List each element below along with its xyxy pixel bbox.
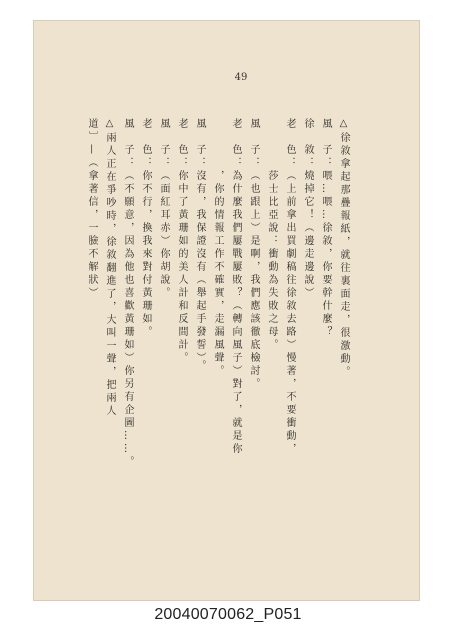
- script-line: △兩人正在爭吵時，徐敘翻進了，大叫一聲，把兩人: [104, 118, 115, 418]
- page-number: 49: [234, 72, 248, 83]
- script-line: 道〕—（拿著信，一臉不解狀）: [86, 118, 97, 300]
- script-line: △徐敘拿起那疊報紙，就往裏面走，很激動。: [338, 118, 349, 379]
- script-line: 徐 敘：燒掉它！（邊走邊說）: [302, 118, 313, 300]
- script-line: 莎士比亞說：衝動為失敗之母。: [266, 118, 277, 352]
- script-line: 老 色：（上前拿出買劇稿往徐敘去路）慢著，不要衝動，: [284, 118, 295, 456]
- script-line: 風 子：沒有，我保證沒有（舉起手發誓）。: [194, 118, 205, 373]
- script-line: 老 色：你不行，換我來對付黃珊如。: [140, 118, 151, 339]
- script-line: 風 子：（不願意，因為他也喜歡黃珊如）你另有企圖……。: [122, 118, 133, 469]
- script-line: 風 子：（面紅耳赤）你胡說。: [158, 118, 169, 300]
- image-caption: 20040070062_P051: [154, 606, 302, 623]
- script-line: 老 色：你中了黃珊如的美人計和反間計。: [176, 118, 187, 365]
- script-line: 風 子：（也跟上）是啊，我們應該徹底檢討。: [248, 118, 259, 391]
- script-line: 老 色：為什麼我們屢戰屢敗？（轉向風子）對了，就是你: [230, 118, 241, 456]
- script-line: ，你的情報工作不確實，走漏風聲。: [212, 118, 223, 378]
- script-page: [33, 20, 420, 601]
- script-line: 風 子：喂…喂…徐敘，你要幹什麼？: [320, 118, 331, 339]
